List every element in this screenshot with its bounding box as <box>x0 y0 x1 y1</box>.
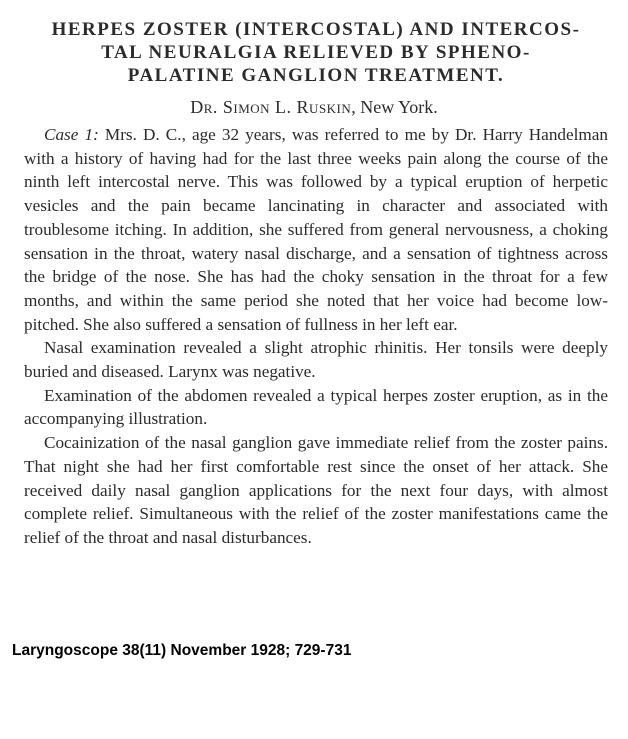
article-body <box>24 123 608 550</box>
title-line-2: TAL NEURALGIA RELIEVED BY SPHENO- <box>101 42 531 63</box>
paragraph-treatment: Cocainization of the nasal ganglion gave immediate relief from the zoster pains. That night she had her first comfortable rest since the onset of her attack. She received daily nasal ganglion applications for the next four days, with almost complete relief. Simultaneous with the relief of the zoster manifestations came the relief of the throat and nasal disturbances. <box>24 433 608 547</box>
paragraph-case-history <box>24 123 608 336</box>
title-line-1: HERPES ZOSTER (INTERCOSTAL) AND INTERCOS- <box>51 19 581 40</box>
case-label: Case 1: <box>44 125 99 144</box>
article-title <box>20 18 612 87</box>
author-name: Dr. Simon L. Ruskin <box>190 97 352 117</box>
paragraph-1-text: Mrs. D. C., age 32 years, was referred to me by Dr. Harry Handelman with a history of having had for the last three weeks pain along the course of the ninth left intercostal nerve. This was followed by a typical eruption of herpetic vesicles and the pain became lancinating in character and associated with troublesome itching. In addition, she suffered from general nervousness, a choking sensation in the throat, watery nasal discharge, and a sensation of tightness across the bridge of the nose. She has had the choky sensation in the throat for a few months, and within the same period she noted that her voice had become low-pitched. She also suffered a sensation of fullness in her left ear. <box>24 125 608 334</box>
paragraph-nasal-examination: Nasal examination revealed a slight atrophic rhinitis. Her tonsils were deeply buried and diseased. Larynx was negative. <box>24 338 608 382</box>
author-line <box>0 96 628 118</box>
author-location: , New York. <box>351 97 438 117</box>
citation: Laryngoscope 38(11) November 1928; 729-731 <box>12 642 352 659</box>
title-line-3: PALATINE GANGLION TREATMENT. <box>127 65 505 86</box>
paragraph-abdomen-examination: Examination of the abdomen revealed a typical herpes zoster eruption, as in the accompanying illustration. <box>24 385 608 429</box>
